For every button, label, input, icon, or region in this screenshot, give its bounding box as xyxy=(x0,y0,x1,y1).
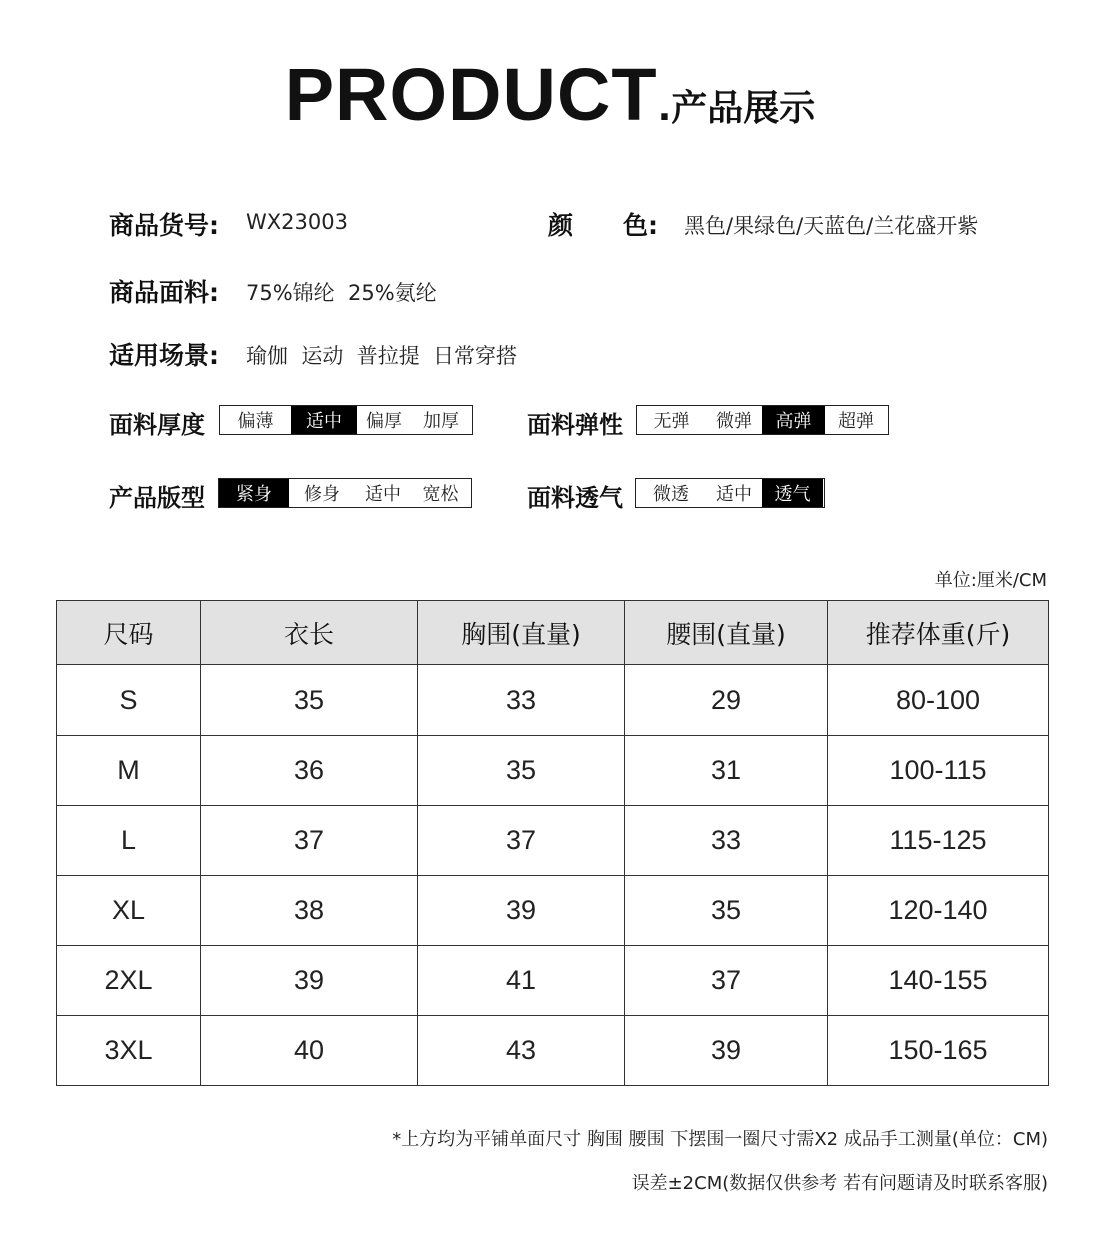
item-no-value: WX23003 xyxy=(246,210,348,234)
table-cell: 3XL xyxy=(57,1016,201,1086)
color-value: 黑色/果绿色/天蓝色/兰花盛开紫 xyxy=(684,214,979,238)
table-row xyxy=(57,736,1049,806)
table-cell: 40 xyxy=(201,1016,418,1086)
table-cell: 31 xyxy=(625,736,828,806)
table-cell: 39 xyxy=(418,876,625,946)
breathability-option-selected[interactable]: 透气 xyxy=(762,479,823,507)
table-cell: 37 xyxy=(625,946,828,1016)
scene-label: 适用场景: xyxy=(109,341,219,370)
table-row xyxy=(57,806,1049,876)
fit-option-selected[interactable]: 紧身 xyxy=(219,479,289,507)
elasticity-option[interactable]: 无弹 xyxy=(653,411,690,432)
unit-label: 单位:厘米/CM xyxy=(934,570,1047,591)
table-cell: 2XL xyxy=(57,946,201,1016)
table-cell: 43 xyxy=(418,1016,625,1086)
elasticity-selector xyxy=(636,405,889,435)
elasticity-label: 面料弹性 xyxy=(527,411,623,439)
fabric-value: 75%锦纶 25%氨纶 xyxy=(246,281,437,305)
table-cell: S xyxy=(57,665,201,736)
table-cell: 140-155 xyxy=(828,946,1049,1016)
column-header: 胸围(直量) xyxy=(418,601,625,665)
breathability-selector xyxy=(635,478,825,508)
table-cell: XL xyxy=(57,876,201,946)
table-cell: 120-140 xyxy=(828,876,1049,946)
elasticity-option[interactable]: 微弹 xyxy=(716,411,752,432)
table-header-row xyxy=(57,601,1049,665)
fit-option[interactable]: 修身 xyxy=(304,484,340,505)
thickness-option[interactable]: 加厚 xyxy=(423,411,459,432)
thickness-label: 面料厚度 xyxy=(109,411,205,439)
table-cell: 38 xyxy=(201,876,418,946)
column-header: 尺码 xyxy=(57,601,201,665)
note-tolerance: 误差±2CM(数据仅供参考 若有问题请及时联系客服) xyxy=(631,1173,1048,1194)
title-english: PRODUCT xyxy=(284,53,658,136)
table-cell: L xyxy=(57,806,201,876)
column-header: 推荐体重(斤) xyxy=(828,601,1049,665)
table-cell: 80-100 xyxy=(828,665,1049,736)
table-cell: 37 xyxy=(418,806,625,876)
table-cell: 39 xyxy=(201,946,418,1016)
fit-option[interactable]: 宽松 xyxy=(422,484,459,505)
table-cell: 100-115 xyxy=(828,736,1049,806)
table-cell: 33 xyxy=(625,806,828,876)
breathability-option[interactable]: 适中 xyxy=(716,484,752,505)
table-cell: 35 xyxy=(625,876,828,946)
thickness-option[interactable]: 偏薄 xyxy=(237,411,274,432)
table-cell: 33 xyxy=(418,665,625,736)
page-title xyxy=(0,52,1100,137)
table-cell: 115-125 xyxy=(828,806,1049,876)
table-cell: 37 xyxy=(201,806,418,876)
table-cell: 36 xyxy=(201,736,418,806)
column-header: 腰围(直量) xyxy=(625,601,828,665)
column-header: 衣长 xyxy=(201,601,418,665)
fabric-label: 商品面料: xyxy=(109,278,219,307)
breathability-option[interactable]: 微透 xyxy=(653,484,689,505)
table-cell: 35 xyxy=(201,665,418,736)
elasticity-option-selected[interactable]: 高弹 xyxy=(762,406,825,434)
thickness-selector xyxy=(219,405,473,435)
fit-option[interactable]: 适中 xyxy=(365,484,401,505)
table-cell: 29 xyxy=(625,665,828,736)
table-cell: 41 xyxy=(418,946,625,1016)
table-row xyxy=(57,665,1049,736)
item-no-label: 商品货号: xyxy=(109,211,219,240)
color-label: 颜 色: xyxy=(548,211,658,240)
thickness-option[interactable]: 偏厚 xyxy=(366,411,402,432)
breathability-label: 面料透气 xyxy=(527,484,623,512)
table-cell: 39 xyxy=(625,1016,828,1086)
table-cell: 35 xyxy=(418,736,625,806)
table-row xyxy=(57,1016,1049,1086)
fit-label: 产品版型 xyxy=(109,484,205,512)
thickness-option-selected[interactable]: 适中 xyxy=(291,406,357,434)
title-chinese: .产品展示 xyxy=(657,88,816,129)
elasticity-option[interactable]: 超弹 xyxy=(838,411,874,432)
fit-selector xyxy=(218,478,472,508)
table-row xyxy=(57,946,1049,1016)
table-cell: 150-165 xyxy=(828,1016,1049,1086)
note-measurement: *上方均为平铺单面尺寸 胸围 腰围 下摆围一圈尺寸需X2 成品手工测量(单位：CM) xyxy=(392,1129,1048,1150)
table-row xyxy=(57,876,1049,946)
table-cell: M xyxy=(57,736,201,806)
scene-value: 瑜伽 运动 普拉提 日常穿搭 xyxy=(246,344,518,368)
size-table xyxy=(56,600,1049,1086)
